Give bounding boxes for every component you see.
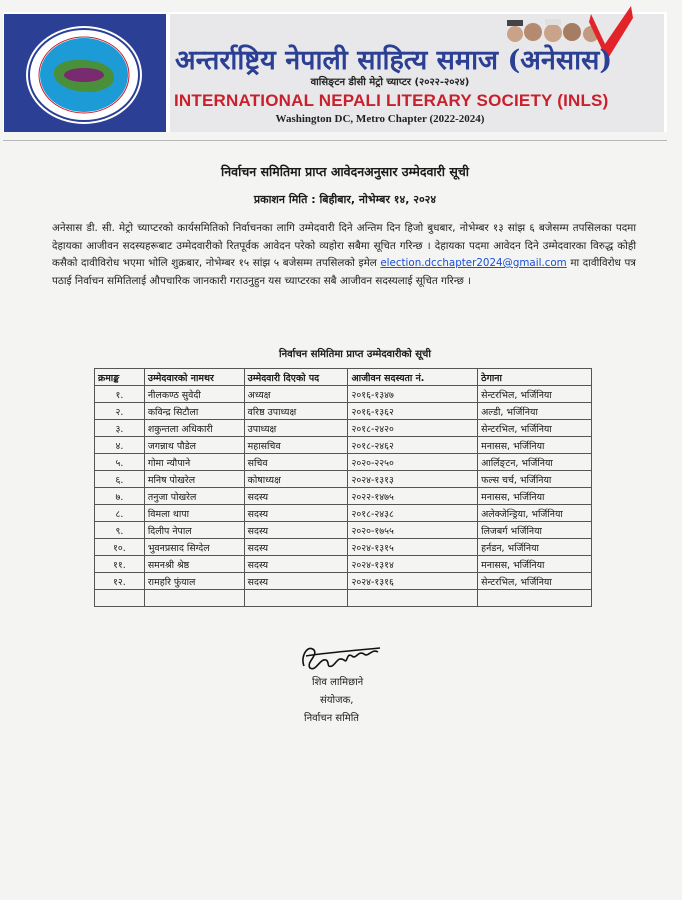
row-address: आर्लिङ्टन, भर्जिनिया (478, 454, 592, 471)
signatory-role: संयोजक, (320, 695, 354, 706)
society-name-nepali: अन्तर्राष्ट्रिय नेपाली साहित्य समाज (अनेसास) (175, 45, 613, 76)
row-candidate-name: मनिष पोखरेल (144, 471, 244, 488)
row-serial: २. (95, 403, 145, 420)
row-membership-no: २०१८-२४६२ (348, 437, 478, 454)
row-membership-no: २०१६-१३६२ (348, 403, 478, 420)
row-candidate-name: रामहरि फुंयाल (144, 573, 244, 590)
signatory-name: शिव लामिछाने (312, 677, 364, 688)
table-row (95, 505, 592, 522)
row-address: अल्डी, भर्जिनिया (478, 403, 592, 420)
row-position: सदस्य (244, 539, 348, 556)
society-logo (4, 14, 166, 132)
row-position: वरिष्ठ उपाध्यक्ष (244, 403, 348, 420)
row-address: अलेक्जेन्ड्रिया, भर्जिनिया (478, 505, 592, 522)
table-row (95, 556, 592, 573)
row-serial: ७. (95, 488, 145, 505)
row-serial: ११. (95, 556, 145, 573)
row-membership-no: २०२०-१७५५ (348, 522, 478, 539)
table-row (95, 573, 592, 590)
row-address: लिजबर्ग भर्जिनिया (478, 522, 592, 539)
header-divider (3, 140, 667, 141)
header-address: ठेगाना (478, 369, 592, 386)
header-membership-no: आजीवन सदस्यता नं. (348, 369, 478, 386)
candidate-list-title: निर्वाचन समितिमा प्राप्त उम्मेदवारीको सूची (279, 349, 431, 360)
row-candidate-name: विमला थापा (144, 505, 244, 522)
table-row (95, 386, 592, 403)
row-serial: ३. (95, 420, 145, 437)
row-serial: ४. (95, 437, 145, 454)
row-position: अध्यक्ष (244, 386, 348, 403)
table-row (95, 454, 592, 471)
paragraph-text-2: मा दावीविरोध पत्र पठाई निर्वाचन समितिलाई औपचारिक जानकारी गराउनुहुन यस च्याप्टरका सबै आजीवन सदस्यलाई सूचित गरिन्छ । (52, 257, 636, 287)
table-row (95, 488, 592, 505)
row-candidate-name: कविन्द्र सिटौला (144, 403, 244, 420)
row-position: उपाध्यक्ष (244, 420, 348, 437)
row-serial: ६. (95, 471, 145, 488)
table-row (95, 539, 592, 556)
row-position: सदस्य (244, 505, 348, 522)
header-position: उम्मेदवारी दिएको पद (244, 369, 348, 386)
row-address: सेन्टरभिल, भर्जिनिया (478, 573, 592, 590)
header-candidate-name: उम्मेदवारको नामथर (144, 369, 244, 386)
row-candidate-name: गोमा न्यौपाने (144, 454, 244, 471)
row-candidate-name: शकुन्तला अधिकारी (144, 420, 244, 437)
row-candidate-name: भुवनप्रसाद सिग्देल (144, 539, 244, 556)
row-membership-no: २०२०-२२५० (348, 454, 478, 471)
row-membership-no: २०२२-१४७५ (348, 488, 478, 505)
signatory-committee: निर्वाचन समिति (304, 713, 359, 724)
candidate-table (94, 368, 592, 607)
row-position: सदस्य (244, 488, 348, 505)
row-serial: ८. (95, 505, 145, 522)
row-position: सदस्य (244, 573, 348, 590)
notice-title: निर्वाचन समितिमा प्राप्त आवेदनअनुसार उम्मेदवारी सूची (220, 164, 469, 179)
notice-paragraph (52, 220, 636, 290)
row-candidate-name: जगन्नाथ पौडेल (144, 437, 244, 454)
table-row (95, 522, 592, 539)
row-position: सदस्य (244, 522, 348, 539)
table-row (95, 403, 592, 420)
row-address: हर्नडन, भर्जिनिया (478, 539, 592, 556)
row-membership-no: २०१८-२४३८ (348, 505, 478, 522)
empty-cell (478, 590, 592, 607)
row-membership-no: २०१६-१३४७ (348, 386, 478, 403)
row-address: मनासस, भर्जिनिया (478, 437, 592, 454)
publish-date: प्रकाशन मिति : बिहीबार, नोभेम्बर १४, २०२४ (253, 193, 437, 206)
table-empty-row (95, 590, 592, 607)
signatory-block (304, 674, 364, 728)
row-serial: १. (95, 386, 145, 403)
table-row (95, 437, 592, 454)
email-link[interactable]: election.dcchapter2024@gmail.com (380, 257, 567, 269)
empty-cell (144, 590, 244, 607)
row-address: मनासस, भर्जिनिया (478, 488, 592, 505)
table-header-row (95, 369, 592, 386)
header-serial: क्रमाङ्क (95, 369, 145, 386)
empty-cell (95, 590, 145, 607)
table-row (95, 471, 592, 488)
row-membership-no: २०२४-१३१४ (348, 556, 478, 573)
empty-cell (348, 590, 478, 607)
row-serial: १२. (95, 573, 145, 590)
row-position: महासचिव (244, 437, 348, 454)
row-membership-no: २०२४-१३१६ (348, 573, 478, 590)
signature (296, 636, 386, 674)
row-position: कोषाध्यक्ष (244, 471, 348, 488)
row-candidate-name: नीलकण्ठ सुवेदी (144, 386, 244, 403)
row-serial: ५. (95, 454, 145, 471)
empty-cell (244, 590, 348, 607)
row-address: सेन्टरभिल, भर्जिनिया (478, 420, 592, 437)
row-membership-no: २०१८-२४२० (348, 420, 478, 437)
row-position: सचिव (244, 454, 348, 471)
chapter-name-nepali: वासिङ्टन डीसी मेट्रो च्याप्टर (२०२२-२०२४) (310, 77, 470, 88)
row-position: सदस्य (244, 556, 348, 573)
row-candidate-name: दिलीप नेपाल (144, 522, 244, 539)
table-row (95, 420, 592, 437)
paragraph-text-1: अनेसास डी. सी. मेट्रो च्याप्टरको कार्यसमितिको निर्वाचनका लागि उम्मेदवारी दिने अन्तिम दिन हिजो बुधबार, नोभेम्बर १३ सांझ ६ बजेसम्म तपसिलका पदमा देहायका आजीवन सदस्यहरूबाट उम्मेदवारीको रितपूर्वक आवेदन परेको व्यहोरा सबैमा सूचित गरिन्छ । देहायका पदमा आवेदन दिने उम्मेदवारका विरुद्ध कोही कसैको दावीविरोध भएमा भोलि शुक्रबार, नोभेम्बर १५ सांझ ५ बजेसम्म तपसिलको इमेल (52, 222, 636, 269)
row-candidate-name: तनुजा पोखरेल (144, 488, 244, 505)
row-membership-no: २०२४-१३१३ (348, 471, 478, 488)
row-address: फल्स चर्च, भर्जिनिया (478, 471, 592, 488)
row-serial: ९. (95, 522, 145, 539)
row-candidate-name: समनश्री श्रेष्ठ (144, 556, 244, 573)
society-name-english: INTERNATIONAL NEPALI LITERARY SOCIETY (INLS) (174, 91, 609, 110)
row-serial: १०. (95, 539, 145, 556)
row-membership-no: २०२४-१३१५ (348, 539, 478, 556)
chapter-name-english: Washington DC, Metro Chapter (2022-2024) (275, 113, 485, 125)
row-address: मनासस, भर्जिनिया (478, 556, 592, 573)
row-address: सेन्टरभिल, भर्जिनिया (478, 386, 592, 403)
